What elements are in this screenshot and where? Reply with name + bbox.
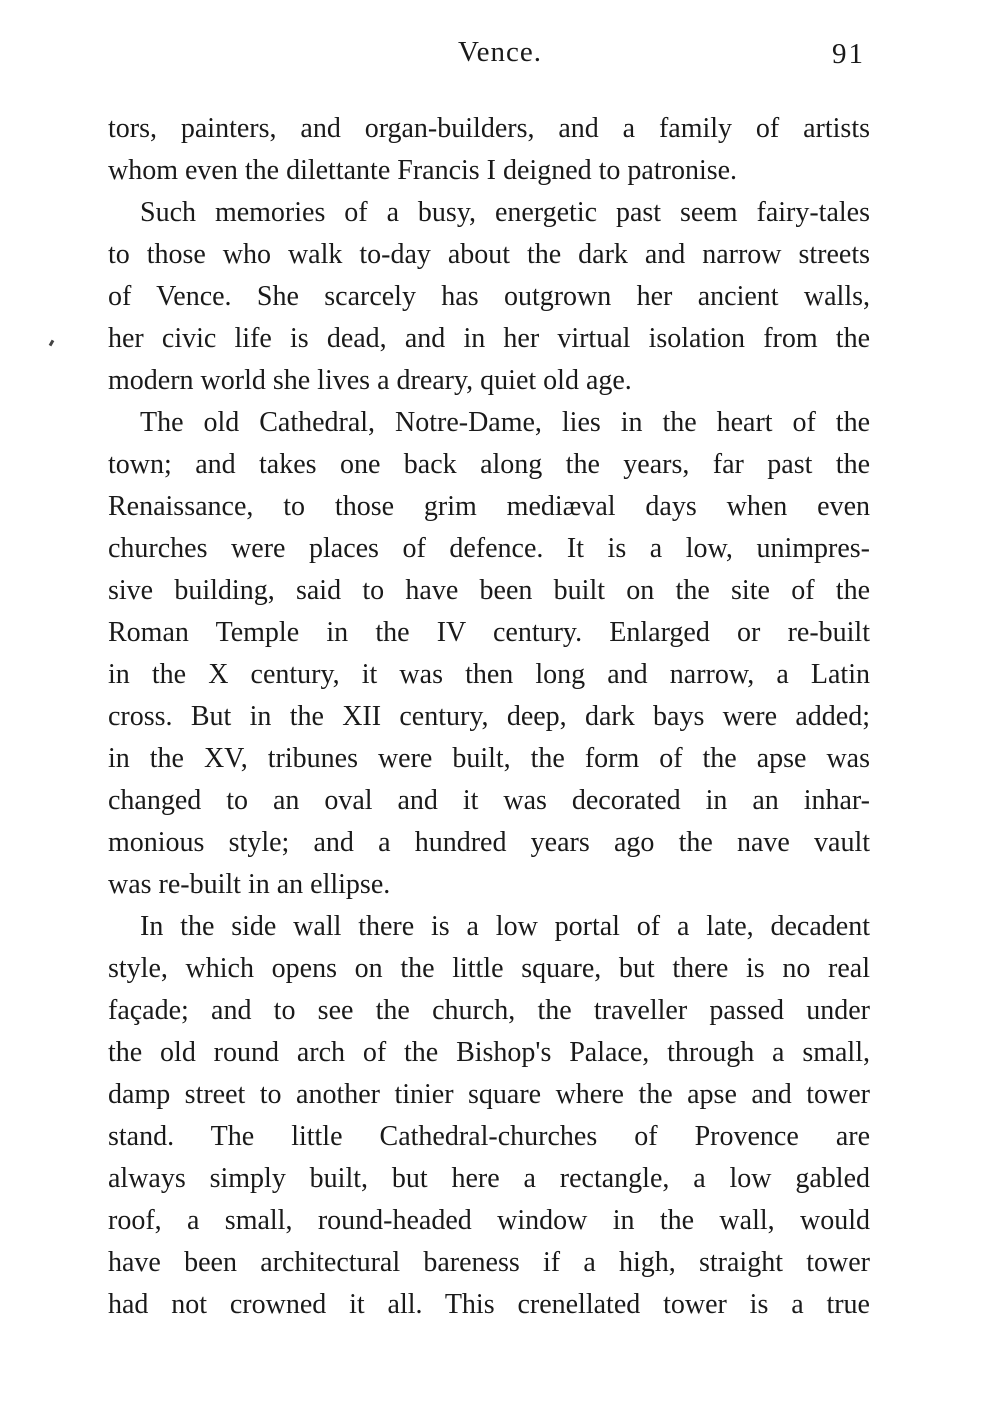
page-number: 91	[832, 38, 865, 70]
text-line: of Vence. She scarcely has outgrown her ancient walls,	[108, 281, 870, 312]
text-line: stand. The little Cathedral-churches of Provence are	[108, 1121, 870, 1152]
text-line: cross. But in the XII century, deep, dark bays were added;	[108, 701, 870, 732]
text-line: always simply built, but here a rectangle, a low gabled	[108, 1163, 870, 1194]
text-line: monious style; and a hundred years ago the nave vault	[108, 827, 870, 858]
text-line: churches were places of defence. It is a low, unimpres-	[108, 533, 870, 564]
text-line: her civic life is dead, and in her virtual isolation from the	[108, 323, 870, 354]
running-head	[0, 36, 1000, 76]
text-line: Such memories of a busy, energetic past seem fairy-tales	[140, 197, 870, 228]
text-line: sive building, said to have been built on the site of the	[108, 575, 870, 606]
text-line: the old round arch of the Bishop's Palace, through a small,	[108, 1037, 870, 1068]
text-line: was re-built in an ellipse.	[108, 869, 391, 900]
text-line: Roman Temple in the IV century. Enlarged or re-built	[108, 617, 870, 648]
text-line: in the X century, it was then long and narrow, a Latin	[108, 659, 870, 690]
text-line: façade; and to see the church, the traveller passed under	[108, 995, 870, 1026]
running-title: Vence.	[457, 36, 543, 68]
text-line: town; and takes one back along the years, far past the	[108, 449, 870, 480]
text-line: changed to an oval and it was decorated in an inhar-	[108, 785, 870, 816]
text-line: tors, painters, and organ-builders, and a family of artists	[108, 113, 870, 144]
text-line: to those who walk to-day about the dark and narrow streets	[108, 239, 870, 270]
text-line: had not crowned it all. This crenellated tower is a true	[108, 1289, 870, 1320]
text-line: Renaissance, to those grim mediæval days when even	[108, 491, 870, 522]
text-line: roof, a small, round-headed window in the wall, would	[108, 1205, 870, 1236]
text-line: have been architectural bareness if a high, straight tower	[108, 1247, 870, 1278]
text-line: The old Cathedral, Notre-Dame, lies in the heart of the	[140, 407, 870, 438]
stray-ink-mark	[49, 340, 55, 347]
body-text	[108, 108, 870, 1326]
text-line: whom even the dilettante Francis I deigned to patronise.	[108, 155, 738, 186]
text-line: In the side wall there is a low portal of a late, decadent	[140, 911, 870, 942]
text-line: modern world she lives a dreary, quiet old age.	[108, 365, 632, 396]
text-line: damp street to another tinier square where the apse and tower	[108, 1079, 870, 1110]
text-line: in the XV, tribunes were built, the form of the apse was	[108, 743, 870, 774]
text-line: style, which opens on the little square, but there is no real	[108, 953, 870, 984]
